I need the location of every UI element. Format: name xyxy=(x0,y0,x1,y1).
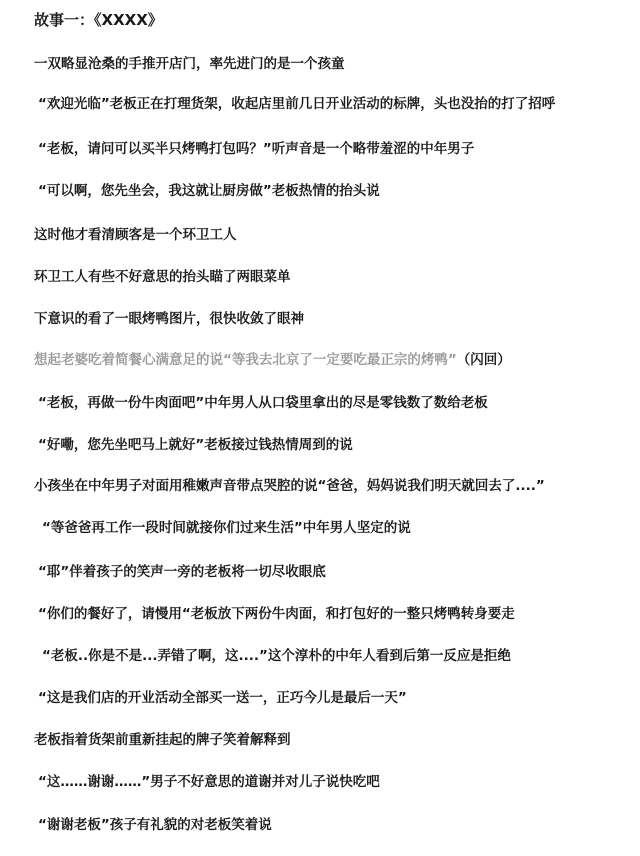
story-line-12: “耶”伴着孩子的笑声一旁的老板将一切尽收眼底 xyxy=(38,564,326,580)
story-line-16: 老板指着货架前重新挂起的牌子笑着解释到 xyxy=(34,732,291,748)
story-line-15: “这是我们店的开业活动全部买一送一，正巧今儿是最后一天” xyxy=(38,690,407,706)
story-line-6: 环卫工人有些不好意思的抬头瞄了两眼菜单 xyxy=(34,269,291,285)
story-line-4: “可以啊，您先坐会，我这就让厨房做”老板热情的抬头说 xyxy=(38,183,380,199)
story-title: 故事一：《XXXX》 xyxy=(34,11,163,29)
story-line-5: 这时他才看清顾客是一个环卫工人 xyxy=(34,227,237,243)
story-line-10: 小孩坐在中年男子对面用稚嫩声音带点哭腔的说“爸爸，妈妈说我们明天就回去了....” xyxy=(34,478,545,494)
story-line-8: “老板，再做一份牛肉面吧”中年男人从口袋里拿出的尽是零钱数了数给老板 xyxy=(38,395,488,411)
story-line-14: “老板..你是不是...弄错了啊，这....”这个淳朴的中年人看到后第一反应是拒绝 xyxy=(42,648,511,664)
story-line-11: “等爸爸再工作一段时间就接你们过来生活”中年男人坚定的说 xyxy=(42,520,411,536)
flashback-tag: （闪回） xyxy=(456,352,511,368)
story-line-2: “欢迎光临”老板正在打理货架，收起店里前几日开业活动的标牌，头也没抬的打了招呼 xyxy=(38,96,556,112)
story-line-7: 下意识的看了一眼烤鸭图片，很快收敛了眼神 xyxy=(34,311,304,327)
flashback-text: 想起老婆吃着简餐心满意足的说“等我去北京了一定要吃最正宗的烤鸭” xyxy=(34,352,457,368)
story-line-17: “这……谢谢……”男子不好意思的道谢并对儿子说快吃吧 xyxy=(38,774,380,790)
story-line-18: “谢谢老板”孩子有礼貌的对老板笑着说 xyxy=(38,817,272,833)
story-line-9: “好嘞，您先坐吧马上就好”老板接过钱热情周到的说 xyxy=(38,437,353,453)
story-line-3: “老板，请问可以买半只烤鸭打包吗？”听声音是一个略带羞涩的中年男子 xyxy=(38,141,475,157)
story-line-flashback xyxy=(34,350,511,370)
story-line-1: 一双略显沧桑的手推开店门，率先进门的是一个孩童 xyxy=(34,56,345,72)
story-line-13: “你们的餐好了，请慢用“老板放下两份牛肉面，和打包好的一整只烤鸭转身要走 xyxy=(38,606,515,622)
